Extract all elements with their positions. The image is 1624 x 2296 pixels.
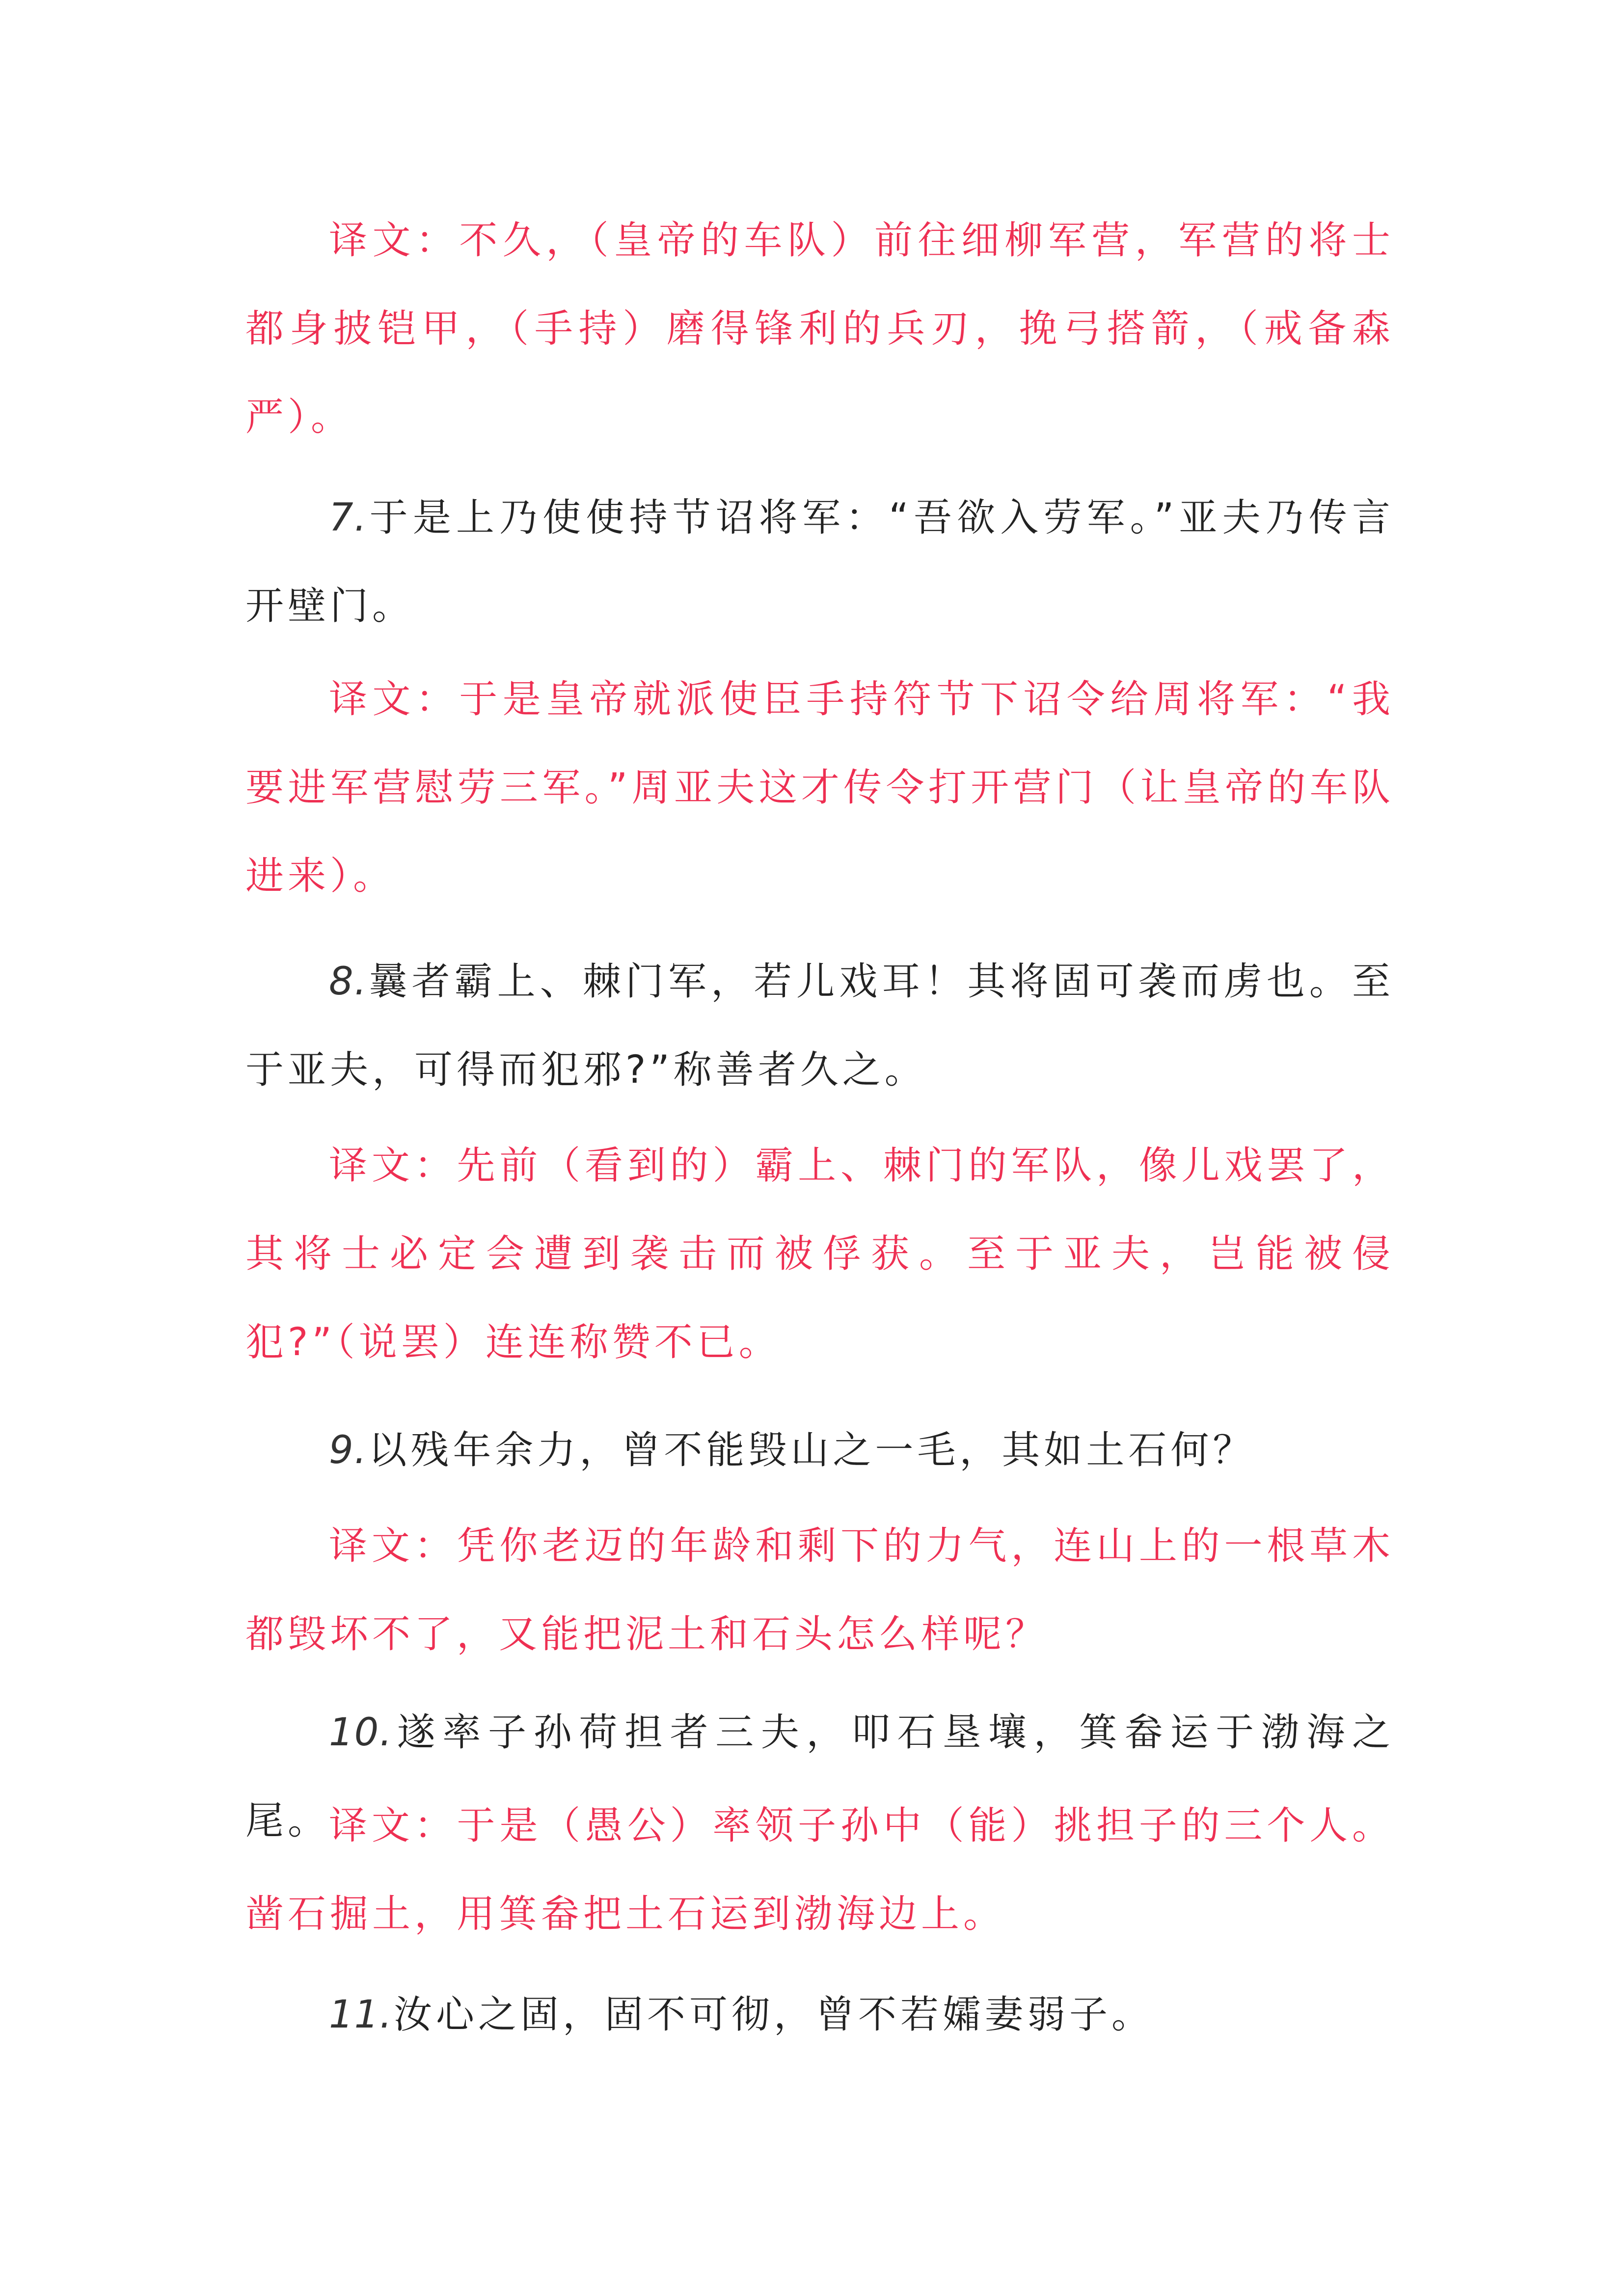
translation-paragraph — [245, 1782, 1394, 1958]
item-number: 8. — [329, 960, 368, 1004]
original-paragraph — [245, 937, 1394, 1114]
item-number: 9. — [329, 1428, 368, 1472]
item-number: 10. — [329, 1710, 393, 1755]
item-number: 7. — [329, 496, 368, 540]
original-text: 以残年余力，曾不能毁山之一毛，其如土石何？ — [368, 1428, 1255, 1472]
original-paragraph — [245, 1971, 1394, 2059]
original-paragraph — [245, 474, 1394, 650]
translation-text: 译文：于是皇帝就派使臣手持符节下诏令给周将军：“我要进军营慰劳三军。”周亚夫这才传令打开营门（让皇帝的车队进来）。 — [245, 677, 1394, 898]
translation-paragraph — [245, 1121, 1394, 1387]
original-text: 汝心之固，固不可彻，曾不若孀妻弱子。 — [394, 1993, 1154, 2037]
translation-paragraph — [245, 655, 1394, 920]
translation-text: 译文：凭你老迈的年龄和剩下的力气，连山上的一根草木都毁坏不了，又能把泥土和石头怎么样呢？ — [245, 1524, 1394, 1656]
translation-text: 译文：先前（看到的）霸上、棘门的军队，像儿戏罢了，其将士必定会遭到袭击而被俘获。至于亚夫，岂能被侵犯?”（说罢）连连称赞不已。 — [245, 1144, 1394, 1364]
translation-text: 译文：不久，（皇帝的车队）前往细柳军营，军营的将士都身披铠甲，（手持）磨得锋利的兵刃，挽弓搭箭，（戒备森严）。 — [245, 218, 1394, 439]
original-paragraph — [245, 1406, 1394, 1495]
original-text: 曩者霸上、棘门军，若儿戏耳！其将固可袭而虏也。至于亚夫，可得而犯邪?”称善者久之。 — [245, 960, 1394, 1092]
original-text: 遂率子孙荷担者三夫，叩石垦壤，箕畚运于渤海之尾。 — [245, 1710, 1394, 1843]
translation-paragraph — [245, 196, 1394, 461]
item-number: 11. — [329, 1993, 393, 2037]
translation-text: 译文：于是（愚公）率领子孙中（能）挑担子的三个人。凿石掘土，用箕畚把土石运到渤海边上。 — [245, 1804, 1394, 1936]
original-text: 于是上乃使使持节诏将军：“吾欲入劳军。”亚夫乃传言开壁门。 — [245, 496, 1394, 628]
translation-paragraph — [245, 1502, 1394, 1679]
